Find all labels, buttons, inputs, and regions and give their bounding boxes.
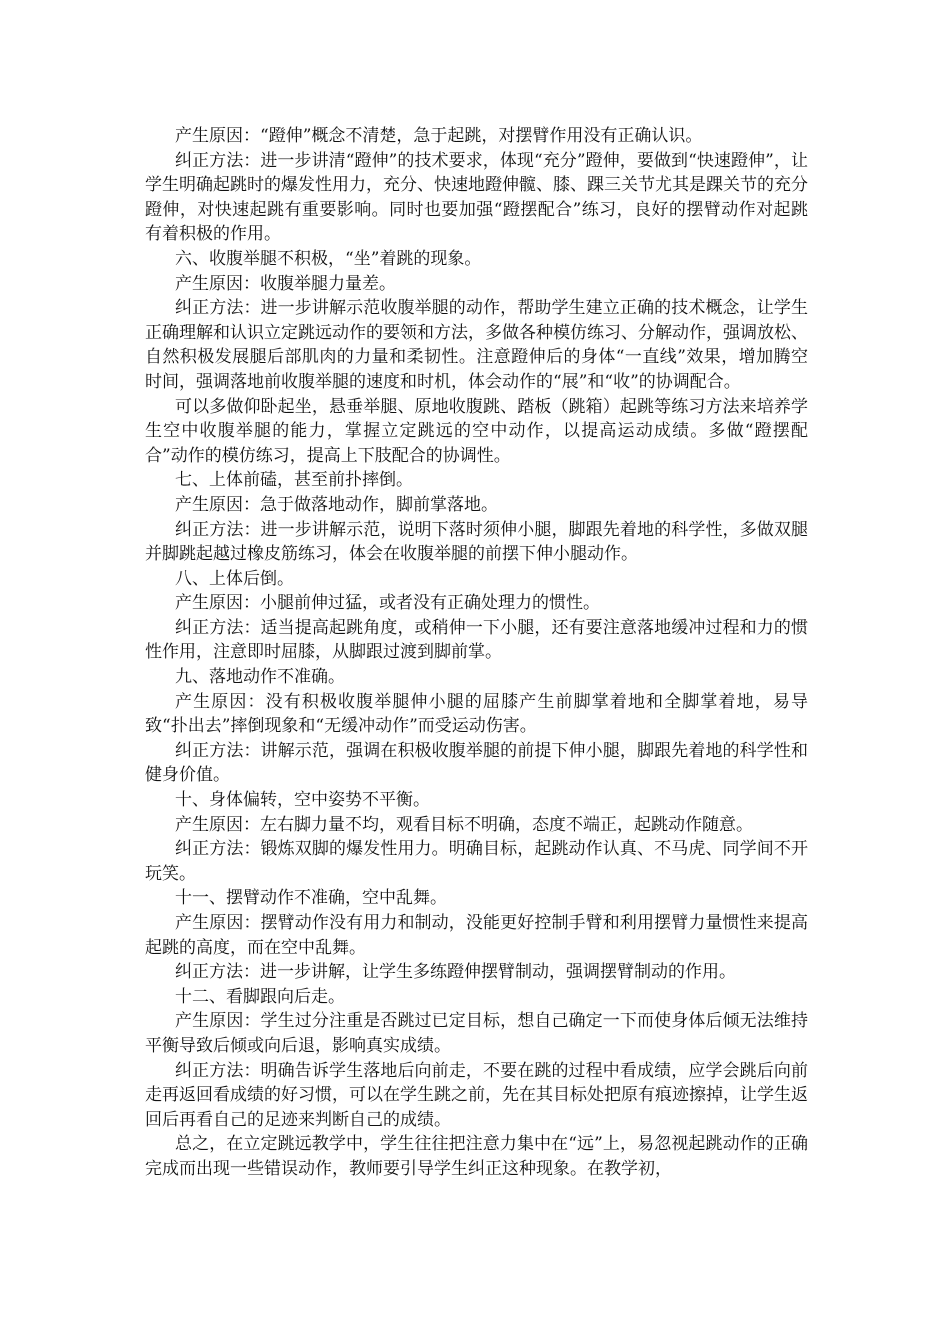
correction-paragraph-6: 纠正方法：进一步讲解示范收腹举腿的动作，帮助学生建立正确的技术概念，让学生正确理解和认识立定跳远动作的要领和方法，多做各种模仿练习、分解动作，强调放松、自然积极发展腿后部肌肉的力量和柔韧性。注意蹬伸后的身体“一直线”效果，增加腾空时间，强调落地前收腹举腿的速度和时机，体会动作的“展”和“收”的协调配合。: [145, 298, 808, 392]
correction-paragraph-12: 纠正方法：明确告诉学生落地后向前走，不要在跳的过程中看成绩，应学会跳后向前走再返回看成绩的好习惯，可以在学生跳之前，先在其目标处把原有痕迹擦掉，让学生返回后再看自己的足迹来判断自己的成绩。: [145, 1060, 808, 1130]
heading-item-9: 九、落地动作不准确。: [175, 667, 345, 688]
cause-paragraph-7: 产生原因：急于做落地动作，脚前掌落地。: [175, 494, 498, 515]
heading-item-8: 八、上体后倒。: [175, 568, 294, 589]
correction-paragraph-10: 纠正方法：锻炼双脚的爆发性用力。明确目标，起跳动作认真、不马虎、同学间不开玩笑。: [145, 839, 808, 884]
extra-paragraph-6: 可以多做仰卧起坐，悬垂举腿、原地收腹跳、踏板（跳箱）起跳等练习方法来培养学生空中收腹举腿的能力，掌握立定跳远的空中动作，以提高运动成绩。多做“蹬摆配合”动作的模仿练习，提高上下肢配合的协调性。: [145, 396, 808, 466]
document-body: [145, 124, 808, 1182]
cause-paragraph-9: 产生原因：没有积极收腹举腿伸小腿的屈膝产生前脚掌着地和全脚掌着地，易导致“扑出去”摔倒现象和“无缓冲动作”而受运动伤害。: [145, 691, 808, 737]
heading-item-7: 七、上体前磕，甚至前扑摔倒。: [175, 470, 413, 491]
cause-paragraph-6: 产生原因：收腹举腿力量差。: [175, 273, 396, 294]
cause-paragraph-5: 产生原因：“蹬伸”概念不清楚，急于起跳，对摆臂作用没有正确认识。: [175, 126, 703, 146]
correction-paragraph-9: 纠正方法：讲解示范，强调在积极收腹举腿的前提下伸小腿，脚跟先着地的科学性和健身价值。: [145, 740, 808, 786]
correction-paragraph-11: 纠正方法：进一步讲解，让学生多练蹬伸摆臂制动，强调摆臂制动的作用。: [175, 962, 736, 983]
heading-item-6: 六、收腹举腿不积极，“坐”着跳的现象。: [175, 248, 482, 269]
cause-paragraph-12: 产生原因：学生过分注重是否跳过已定目标，想自己确定一下而使身体后倾无法维持平衡导致后倾或向后退，影响真实成绩。: [145, 1011, 808, 1056]
cause-paragraph-11: 产生原因：摆臂动作没有用力和制动，没能更好控制手臂和利用摆臂力量惯性来提高起跳的高度，而在空中乱舞。: [145, 913, 808, 958]
heading-item-10: 十、身体偏转，空中姿势不平衡。: [175, 790, 430, 811]
summary-paragraph: 总之，在立定跳远教学中，学生往往把注意力集中在“远”上，易忽视起跳动作的正确完成而出现一些错误动作，教师要引导学生纠正这种现象。在教学初，: [145, 1134, 808, 1179]
heading-item-11: 十一、摆臂动作不准确，空中乱舞。: [175, 888, 447, 909]
correction-paragraph-7: 纠正方法：进一步讲解示范，说明下落时须伸小腿，脚跟先着地的科学性，多做双腿并脚跳起越过橡皮筋练习，体会在收腹举腿的前摆下伸小腿动作。: [145, 519, 808, 565]
cause-paragraph-8: 产生原因：小腿前伸过猛，或者没有正确处理力的惯性。: [175, 593, 600, 614]
cause-paragraph-10: 产生原因：左右脚力量不均，观看目标不明确，态度不端正，起跳动作随意。: [175, 814, 753, 835]
correction-paragraph-5: 纠正方法：进一步讲清“蹬伸”的技术要求，体现“充分”蹬伸，要做到“快速蹬伸”，让学生明确起跳时的爆发性用力，充分、快速地蹬伸髋、膝、踝三关节尤其是踝关节的充分蹬伸，对快速起跳有重要影响。同时也要加强“蹬摆配合”练习，良好的摆臂动作对起跳有着积极的作用。: [145, 150, 808, 245]
heading-item-12: 十二、看脚跟向后走。: [175, 986, 345, 1007]
correction-paragraph-8: 纠正方法：适当提高起跳角度，或稍伸一下小腿，还有要注意落地缓冲过程和力的惯性作用，注意即时屈膝，从脚跟过渡到脚前掌。: [145, 617, 808, 663]
